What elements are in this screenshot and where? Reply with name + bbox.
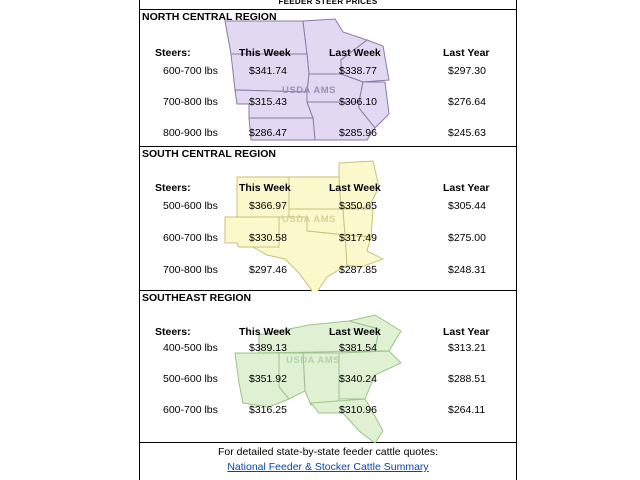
this-week-price: $297.46 — [249, 264, 287, 276]
last-week-price: $287.85 — [339, 264, 377, 276]
last-year-price: $297.30 — [448, 65, 486, 77]
report-title: FEEDER STEER PRICES — [278, 0, 378, 6]
weight-class: 400-500 lbs — [163, 342, 218, 354]
southeast-map — [139, 291, 517, 443]
last-week-price: $285.96 — [339, 127, 377, 139]
this-week-price: $330.58 — [249, 232, 287, 244]
col-header-this-week: This Week — [239, 182, 291, 194]
col-header-steers: Steers: — [155, 326, 191, 338]
region-title: SOUTH CENTRAL REGION — [142, 148, 276, 160]
last-year-price: $305.44 — [448, 200, 486, 212]
col-header-this-week: This Week — [239, 47, 291, 59]
weight-class: 600-700 lbs — [163, 404, 218, 416]
last-week-price: $340.24 — [339, 373, 377, 385]
last-week-price: $306.10 — [339, 96, 377, 108]
footer — [139, 446, 517, 473]
last-year-price: $248.31 — [448, 264, 486, 276]
col-header-last-year: Last Year — [443, 182, 490, 194]
this-week-price: $351.92 — [249, 373, 287, 385]
last-year-price: $288.51 — [448, 373, 486, 385]
col-header-last-week: Last Week — [329, 326, 381, 338]
footer-text: For detailed state-by-state feeder cattle quotes: — [217, 446, 439, 458]
cattle-summary-link[interactable]: National Feeder & Stocker Cattle Summary — [227, 461, 429, 473]
this-week-price: $366.97 — [249, 200, 287, 212]
usda-ams-watermark: USDA AMS — [282, 214, 336, 225]
usda-ams-watermark: USDA AMS — [282, 85, 336, 96]
north-central-region — [139, 9, 517, 147]
weight-class: 700-800 lbs — [163, 264, 218, 276]
region-title: NORTH CENTRAL REGION — [142, 11, 277, 23]
last-week-price: $317.49 — [339, 232, 377, 244]
usda-ams-watermark: USDA AMS — [286, 355, 340, 366]
last-year-price: $275.00 — [448, 232, 486, 244]
southeast-region — [139, 291, 517, 443]
last-year-price: $313.21 — [448, 342, 486, 354]
this-week-price: $341.74 — [249, 65, 287, 77]
weight-class: 600-700 lbs — [163, 65, 218, 77]
south-central-region — [139, 147, 517, 291]
this-week-price: $315.43 — [249, 96, 287, 108]
col-header-this-week: This Week — [239, 326, 291, 338]
weight-class: 500-600 lbs — [163, 373, 218, 385]
last-week-price: $310.96 — [339, 404, 377, 416]
weight-class: 700-800 lbs — [163, 96, 218, 108]
last-year-price: $276.64 — [448, 96, 486, 108]
last-week-price: $381.54 — [339, 342, 377, 354]
weight-class: 600-700 lbs — [163, 232, 218, 244]
this-week-price: $286.47 — [249, 127, 287, 139]
last-week-price: $350.65 — [339, 200, 377, 212]
this-week-price: $316.25 — [249, 404, 287, 416]
last-year-price: $264.11 — [448, 404, 486, 416]
col-header-last-week: Last Week — [329, 182, 381, 194]
region-title: SOUTHEAST REGION — [142, 292, 252, 304]
col-header-last-year: Last Year — [443, 47, 490, 59]
last-week-price: $338.77 — [339, 65, 377, 77]
last-year-price: $245.63 — [448, 127, 486, 139]
col-header-last-week: Last Week — [329, 47, 381, 59]
weight-class: 800-900 lbs — [163, 127, 218, 139]
col-header-steers: Steers: — [155, 182, 191, 194]
this-week-price: $389.13 — [249, 342, 287, 354]
col-header-last-year: Last Year — [443, 326, 490, 338]
col-header-steers: Steers: — [155, 47, 191, 59]
weight-class: 500-600 lbs — [163, 200, 218, 212]
